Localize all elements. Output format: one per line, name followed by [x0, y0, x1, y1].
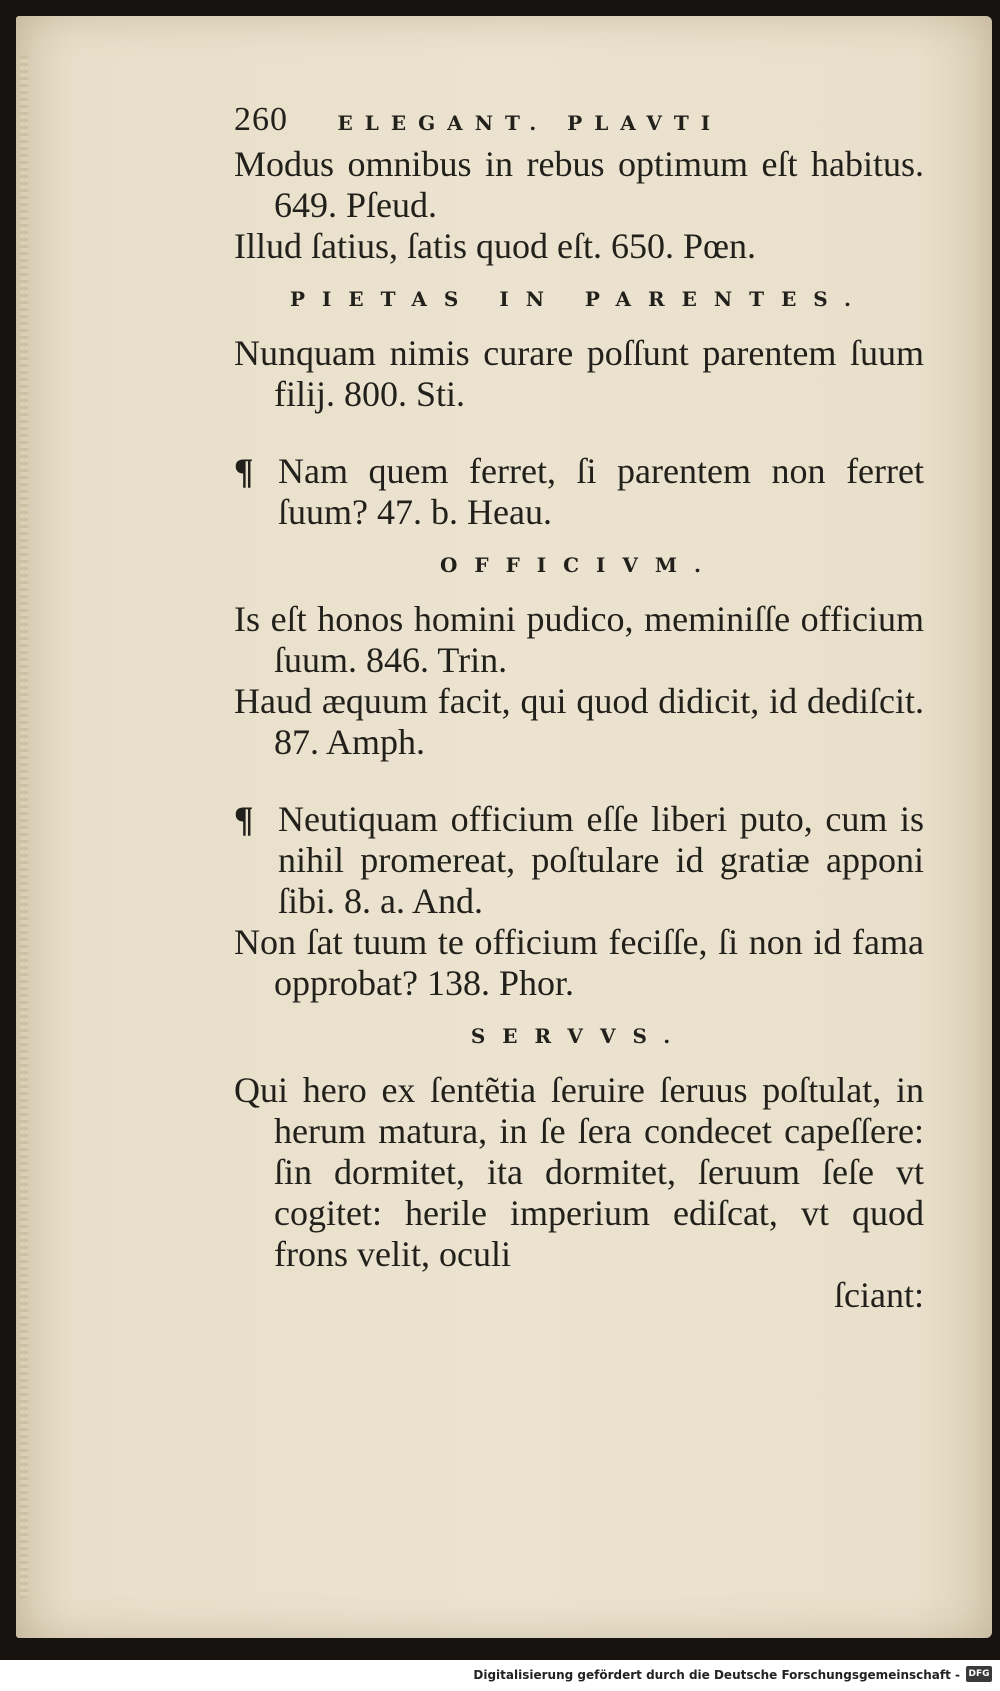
- running-head: [234, 96, 924, 144]
- entry-nam-quem: [234, 451, 924, 533]
- entry-illud: Illud ſatius, ſatis quod eſt. 650. Pœn.: [234, 226, 756, 266]
- entry-modus: Modus omnibus in rebus optimum eſt habitus. 649. Pſeud.: [234, 144, 924, 225]
- entry-neutiquam: [234, 799, 924, 922]
- dfg-logo-icon: DFG: [966, 1666, 992, 1682]
- page-edge-decoration: [20, 56, 28, 1598]
- entry-non-sat: Non ſat tuum te officium feciſſe, ſi non id fama opprobat? 138. Phor.: [234, 922, 924, 1003]
- section-heading-pietas: PIETAS IN PARENTES.: [289, 287, 869, 311]
- entry-nam-quem-text: Nam quem ferret, ſi parentem non ferret ſuum? 47. b. Heau.: [278, 451, 924, 532]
- footer-credit: Digitalisierung gefördert durch die Deutsche Forschungsgemeinschaft -: [473, 1668, 960, 1682]
- text-block: [234, 96, 924, 1316]
- pilcrow-icon: ¶: [234, 799, 254, 839]
- book-page: [16, 16, 992, 1638]
- entry-haud: Haud æquum facit, qui quod didicit, id dediſcit. 87. Amph.: [234, 681, 924, 762]
- catchword: ſciant:: [834, 1275, 924, 1315]
- entry-is-est: Is eſt honos homini pudico, meminiſſe officium ſuum. 846. Trin.: [234, 599, 924, 680]
- page-number: 260: [234, 101, 288, 138]
- footer-bar: [0, 1660, 1000, 1691]
- pilcrow-icon: ¶: [234, 451, 254, 491]
- section-heading-officium: OFFICIVM.: [439, 553, 719, 577]
- section-heading-servus: SERVVS.: [470, 1024, 688, 1048]
- entry-neutiquam-text: Neutiquam officium eſſe liberi puto, cum is nihil promereat, poſtulare id gratiæ apponi ſibi. 8. a. And.: [278, 799, 924, 921]
- entry-qui-hero: Qui hero ex ſentẽtia ſeruire ſeruus poſtulat, in herum matura, in ſe ſera condecet capeſſere: ſin dormitet, ita dormitet, ſeruum ſeſe vt cogitet: herile imperium ediſcat, vt quod frons velit, oculi: [234, 1070, 924, 1274]
- entry-nunquam: Nunquam nimis curare poſſunt parentem ſuum filij. 800. Sti.: [234, 333, 924, 414]
- running-title: ELEGANT. PLAVTI: [337, 111, 723, 135]
